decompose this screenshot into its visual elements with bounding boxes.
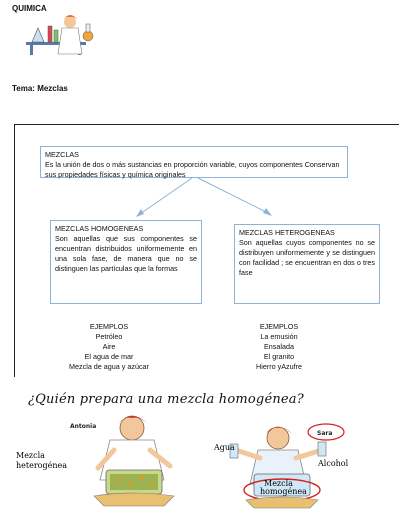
examples-heading: EJEMPLOS [89,322,129,331]
cartoon-illustration [14,410,406,516]
heterogeneous-box [234,224,380,304]
homogeneous-definition: Son aquellas que sus componentes se encuentran distribuidos uniformemente en una sola fase, de manera que no se distinguen las partículas que la formas [55,234,197,273]
cartoon-question: ¿Quién prepara una mezcla homogénea? [28,392,304,407]
sara-name: Sara [317,430,333,437]
antonia-name: Antonia [70,423,97,430]
example-item: El granito [263,352,295,361]
water-label: Agua [214,443,235,452]
antonia-figure [70,416,174,506]
alcohol-label: Alcohol [318,459,349,468]
example-item: La emusión [260,332,298,341]
homogeneous-examples [54,322,164,372]
example-item: Hierro yAzufre [256,362,302,371]
example-item: Mezcla de agua y azúcar [69,362,149,371]
example-item: Aire [102,342,116,351]
arrow-to-homogeneous [140,178,192,214]
mezclas-definition: Es la unión de dos o más sustancias en proporción variable, cuyos componentes Conservan sus propiedades físicas y química originales [45,160,340,179]
example-item: El agua de mar [84,352,134,361]
example-item: Petróleo [95,332,123,341]
homogeneous-title: MEZCLAS HOMOGENEAS [55,224,144,233]
examples-heading: EJEMPLOS [259,322,299,331]
subject-title: QUIMICA [12,4,47,13]
left-mixture-label-1: Mezcla [16,451,45,460]
topic-title: Tema: Mezclas [12,84,68,93]
mezclas-title: MEZCLAS [45,150,79,159]
right-mixture-label-2: homogénea [260,487,307,496]
right-mixture-label-1: Mezcla [264,479,293,488]
heterogeneous-examples [224,322,334,372]
homogeneous-box [50,220,202,304]
heterogeneous-definition: Son aquellas cuyos componentes no se distribuyen uniformemente y se distinguen con facilidad ; se encuentran en dos o tres fase [239,238,375,277]
arrow-to-heterogeneous [198,178,268,213]
left-mixture-label-2: heterogénea [16,461,67,470]
example-item: Ensalada [264,342,294,351]
heterogeneous-title: MEZCLAS HETEROGENEAS [239,228,335,237]
